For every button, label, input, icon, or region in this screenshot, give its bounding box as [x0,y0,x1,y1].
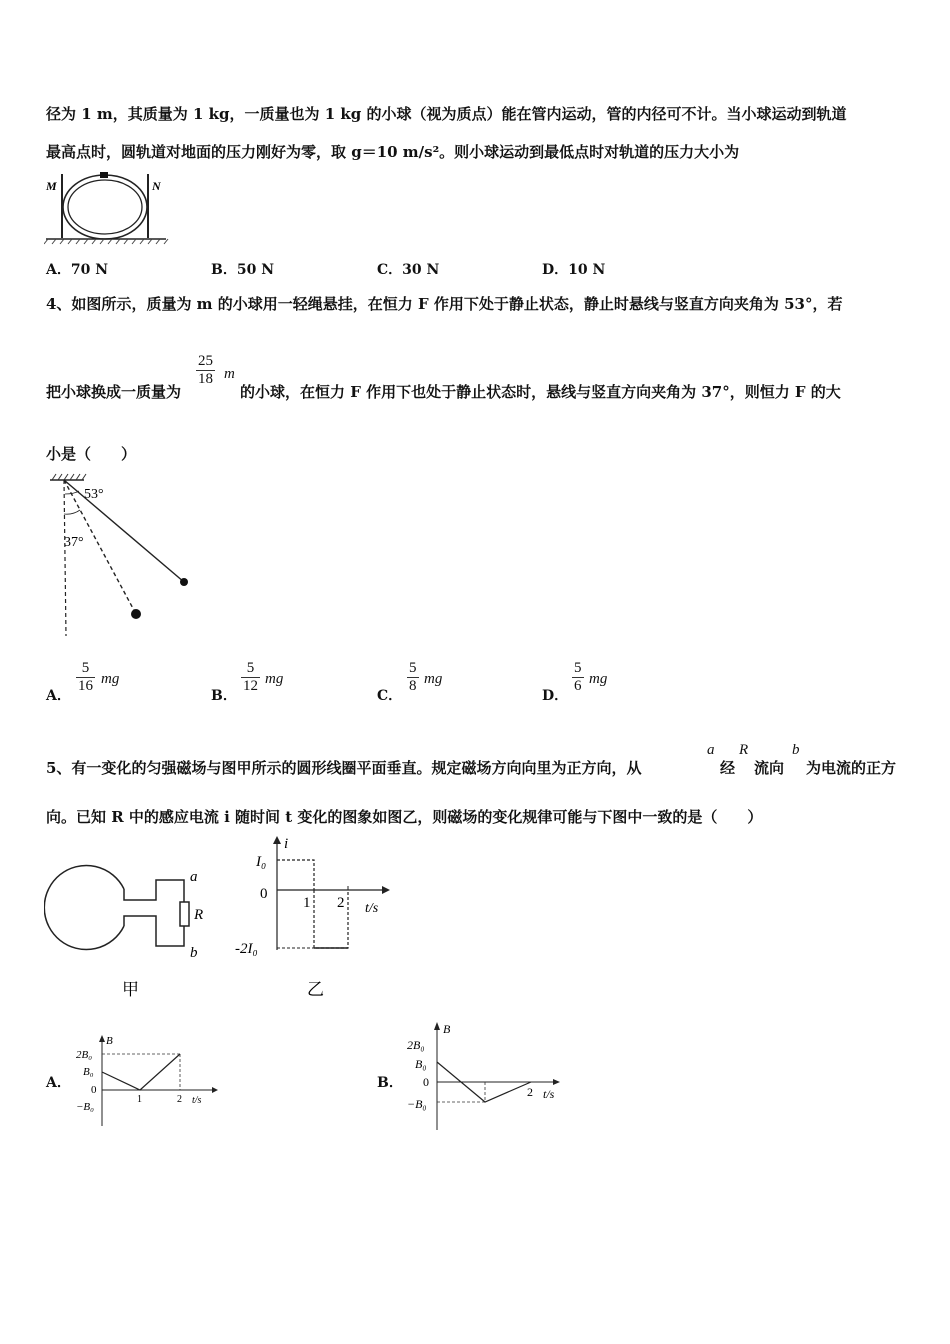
q5-var-r: R [739,742,749,758]
q3-option-a[interactable]: A．70 N [46,262,109,278]
q5-var-a: a [707,742,715,758]
label-m: M [46,179,57,193]
q4-option-c-fraction: $\frac{5}{8}$ [409,660,417,694]
q5-text-line1d: 为电流的正方 [806,759,897,777]
jia-label-b: b [190,945,198,961]
q3-option-d[interactable]: D．10 N [542,262,606,278]
b-tick-2: 2 [527,1085,533,1099]
b-axis-b: B [443,1022,451,1036]
q3-text-line2: 最高点时，圆轨道对地面的压力刚好为零，取 g＝10 m/s²。则小球运动到最低点时对轨道的压力大小为 [46,143,740,161]
q5-text-line2: 向。已知 R 中的感应电流 i 随时间 t 变化的图象如图乙，则磁场的变化规律可能与下图中一致的是（ ） [46,808,763,826]
q5-var-b: b [792,742,800,758]
q4-mass-var: m [224,366,235,382]
a-tick-2: 2 [177,1094,182,1105]
q4-text-line2-pre: 把小球换成一质量为 [46,383,182,401]
yi-label-neg2i0: -2I₀ [235,941,258,957]
b-t-unit: t/s [543,1087,555,1101]
a-tick-1: 1 [137,1094,142,1105]
yi-axis-i: i [284,836,289,852]
yi-label-i0: I₀ [256,854,267,870]
a-label-zero: 0 [91,1084,97,1096]
q4-text-line2-post: 的小球，在恒力 F 作用下也处于静止状态时，悬线与竖直方向夹角为 37°，则恒力 F 的大 [240,383,841,401]
q4-option-a-fraction: $\frac{5}{16}$ [78,660,93,694]
a-label-neg-b0: −B₀ [76,1101,94,1113]
q4-option-a[interactable]: A． [46,688,71,704]
q4-option-d-fraction: $\frac{5}{6}$ [574,660,582,694]
label-n: N [152,179,161,193]
q3-option-b[interactable]: B．50 N [211,262,274,278]
q4-mass-fraction: $\frac{25}{18}$ [198,353,213,387]
q5-text-line1a: 5、有一变化的匀强磁场与图甲所示的圆形线圈平面垂直。规定磁场方向向里为正方向，从 [46,759,642,777]
b-label-zero: 0 [423,1075,429,1089]
yi-t-unit: t/s [365,901,379,916]
q4-option-c[interactable]: C． [377,688,403,704]
q3-figure-track [44,170,170,245]
q3-option-c[interactable]: C．30 N [377,262,440,278]
q5-option-b-graph [403,1018,573,1134]
q4-text-line3: 小是（ ） [46,445,137,463]
q5-text-line1b: 经 [720,759,736,777]
q5-figure-jia [44,862,224,1004]
q4-figure-pendulum [44,470,204,640]
jia-label-r: R [194,907,204,923]
a-axis-b: B [106,1035,113,1047]
jia-caption: 甲 [122,980,139,999]
q3-text-line1: 径为 1 m，其质量为 1 kg，一质量也为 1 kg 的小球（视为质点）能在管内运动，管的内径可不计。当小球运动到轨道 [46,105,847,123]
angle-37: 37° [64,535,84,550]
yi-caption: 乙 [307,980,324,999]
q4-option-d-unit: mg [589,671,608,687]
q5-option-b[interactable]: B． [377,1075,403,1091]
angle-53: 53° [84,487,104,502]
q5-option-a-graph [72,1030,222,1130]
q5-text-line1c: 流向 [754,759,785,777]
b-label-b0: B₀ [415,1057,427,1071]
a-label-2b0: 2B₀ [76,1049,93,1061]
yi-tick-1: 1 [303,895,311,911]
q4-option-b-fraction: $\frac{5}{12}$ [243,660,258,694]
q4-option-b[interactable]: B． [211,688,237,704]
b-label-2b0: 2B₀ [407,1038,425,1052]
yi-label-zero: 0 [260,886,268,902]
q4-text-line1: 4、如图所示，质量为 m 的小球用一轻绳悬挂，在恒力 F 作用下处于静止状态，静止时悬线与竖直方向夹角为 53°，若 [46,295,843,313]
q4-option-a-unit: mg [101,671,120,687]
jia-label-a: a [190,869,198,885]
a-t-unit: t/s [192,1095,202,1106]
q4-option-c-unit: mg [424,671,443,687]
a-label-b0: B₀ [83,1066,94,1078]
q4-option-b-unit: mg [265,671,284,687]
b-label-neg-b0: −B₀ [407,1097,427,1111]
q5-option-a[interactable]: A． [46,1075,71,1091]
q4-option-d[interactable]: D． [542,688,569,704]
q5-figure-yi [232,832,402,1004]
yi-tick-2: 2 [337,895,345,911]
